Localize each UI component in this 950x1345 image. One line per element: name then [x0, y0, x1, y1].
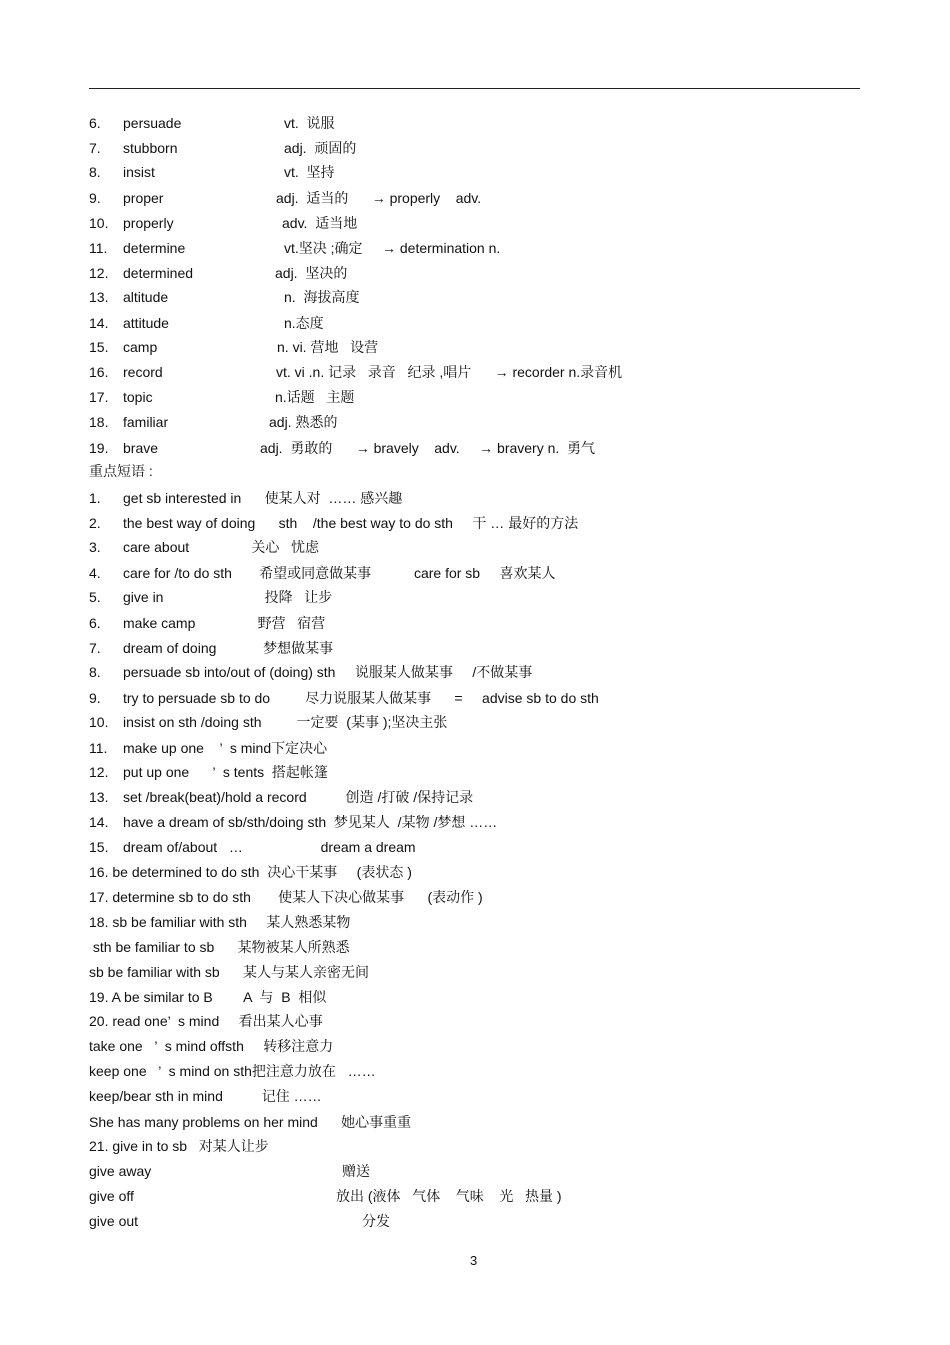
phrase-row	[0, 663, 950, 681]
page-number: 3	[470, 1253, 478, 1268]
vocab-word: persuade	[123, 115, 182, 131]
phrase-text: try to persuade sb to do 尽力说服某人做某事 = advise sb to do sth	[123, 690, 599, 706]
vocab-number: 14.	[89, 315, 109, 331]
vocab-number: 15.	[89, 339, 109, 355]
vocab-meaning: vt.坚决 ;确定 → determination n.	[284, 240, 501, 256]
phrase-number: 7.	[89, 640, 101, 656]
phrase-number: 14.	[89, 814, 109, 830]
vocab-number: 13.	[89, 289, 109, 305]
phrase-row	[0, 813, 950, 831]
vocab-meaning: adv. 适当地	[282, 215, 358, 231]
phrase-text: the best way of doing sth /the best way to do sth 干 … 最好的方法	[123, 515, 579, 531]
phrase-text: set /break(beat)/hold a record 创造 /打破 /保持记录	[123, 789, 474, 805]
vocab-word: brave	[123, 440, 159, 456]
vocab-meaning: n. 海拔高度	[284, 289, 360, 305]
phrase-number: 13.	[89, 789, 109, 805]
vocab-row	[0, 189, 950, 207]
vocab-meaning: n.态度	[284, 315, 324, 331]
phrase-line-text: take one ’ s mind offsth 转移注意力	[89, 1038, 334, 1054]
phrase-row	[0, 788, 950, 806]
phrase-text: persuade sb into/out of (doing) sth 说服某人做某事 /不做某事	[123, 664, 533, 680]
phrase-row	[0, 588, 950, 606]
phrase-line-text: sb be familiar with sb 某人与某人亲密无间	[89, 964, 370, 980]
give-meaning: 分发	[362, 1213, 390, 1229]
vocab-meaning: n.话题 主题	[275, 389, 355, 405]
phrase-line	[0, 1113, 950, 1131]
phrase-text: put up one ’ s tents 搭起帐篷	[123, 764, 328, 780]
phrase-text: dream of/about … dream a dream	[123, 839, 416, 855]
vocab-row	[0, 363, 950, 381]
phrase-row	[0, 689, 950, 707]
vocab-word: familiar	[123, 414, 169, 430]
phrase-row	[0, 538, 950, 556]
vocab-meaning: adj. 适当的 → properly adv.	[276, 190, 482, 206]
phrase-line	[0, 888, 950, 906]
phrase-number: 9.	[89, 690, 101, 706]
vocab-row	[0, 264, 950, 282]
give-phrase-row	[0, 1162, 950, 1180]
vocab-meaning: adj. 坚决的	[275, 265, 348, 281]
phrase-line	[0, 913, 950, 931]
phrase-line-text: keep one ’ s mind on sth把注意力放在 ……	[89, 1063, 376, 1079]
phrase-line-text: 19. A be similar to B A 与 B 相似	[89, 989, 327, 1005]
vocab-meaning: vt. 说服	[284, 115, 335, 131]
vocab-row	[0, 439, 950, 457]
give-phrase: give away	[89, 1163, 152, 1179]
phrase-row	[0, 838, 950, 856]
vocab-row	[0, 163, 950, 181]
phrase-line	[0, 963, 950, 981]
give-phrase-row	[0, 1212, 950, 1230]
vocab-number: 8.	[89, 164, 101, 180]
vocab-number: 11.	[89, 240, 108, 256]
vocab-word: record	[123, 364, 163, 380]
phrase-number: 5.	[89, 589, 101, 605]
phrases-heading	[0, 462, 950, 480]
vocab-meaning: vt. vi .n. 记录 录音 纪录 ,唱片 → recorder n.录音机	[276, 364, 623, 380]
phrase-line-text: 21. give in to sb 对某人让步	[89, 1138, 269, 1154]
phrase-line	[0, 1012, 950, 1030]
phrase-line	[0, 1037, 950, 1055]
phrase-number: 1.	[89, 490, 101, 506]
phrase-line	[0, 938, 950, 956]
vocab-meaning: n. vi. 营地 设营	[277, 339, 379, 355]
vocab-word: determine	[123, 240, 186, 256]
vocab-number: 16.	[89, 364, 109, 380]
vocab-word: proper	[123, 190, 164, 206]
vocab-word: determined	[123, 265, 194, 281]
phrase-line-text: 20. read one’ s mind 看出某人心事	[89, 1013, 323, 1029]
vocab-row	[0, 413, 950, 431]
vocab-meaning: adj. 顽固的	[284, 140, 357, 156]
phrase-line	[0, 1062, 950, 1080]
vocab-word: insist	[123, 164, 155, 180]
vocab-word: attitude	[123, 315, 169, 331]
vocab-row	[0, 239, 950, 257]
give-meaning: 放出 (液体 气体 气味 光 热量 )	[336, 1188, 562, 1204]
give-phrase: give off	[89, 1188, 134, 1204]
phrase-line-text: 17. determine sb to do sth 使某人下决心做某事 (表动作 )	[89, 889, 483, 905]
give-phrase: give out	[89, 1213, 139, 1229]
phrase-number: 8.	[89, 664, 101, 680]
vocab-word: properly	[123, 215, 174, 231]
phrase-text: give in 投降 让步	[123, 589, 333, 605]
vocab-word: altitude	[123, 289, 169, 305]
phrase-line	[0, 1087, 950, 1105]
vocab-number: 12.	[89, 265, 109, 281]
phrase-text: make up one ’ s mind下定决心	[123, 740, 328, 756]
vocab-number: 18.	[89, 414, 109, 430]
vocab-number: 17.	[89, 389, 109, 405]
phrase-text: make camp 野营 宿营	[123, 615, 326, 631]
vocab-row	[0, 338, 950, 356]
phrase-row	[0, 489, 950, 507]
phrase-number: 10.	[89, 714, 109, 730]
vocab-number: 6.	[89, 115, 101, 131]
phrase-row	[0, 763, 950, 781]
give-meaning: 赠送	[342, 1163, 370, 1179]
vocab-number: 19.	[89, 440, 109, 456]
phrase-line-text: 18. sb be familiar with sth 某人熟悉某物	[89, 914, 351, 930]
vocab-number: 9.	[89, 190, 101, 206]
vocab-word: camp	[123, 339, 158, 355]
vocab-row	[0, 388, 950, 406]
phrase-number: 12.	[89, 764, 109, 780]
vocab-number: 7.	[89, 140, 101, 156]
phrase-line	[0, 863, 950, 881]
phrase-text: dream of doing 梦想做某事	[123, 640, 334, 656]
phrase-line-text: sth be familiar to sb 某物被某人所熟悉	[89, 939, 350, 955]
vocab-row	[0, 114, 950, 132]
vocab-meaning: vt. 坚持	[284, 164, 335, 180]
vocab-row	[0, 314, 950, 332]
phrase-text: have a dream of sb/sth/doing sth 梦见某人 /某物 /梦想 ……	[123, 814, 498, 830]
phrase-row	[0, 713, 950, 731]
phrase-number: 6.	[89, 615, 101, 631]
vocab-row	[0, 139, 950, 157]
vocab-meaning: adj. 勇敢的 → bravely adv. → bravery n. 勇气	[260, 440, 596, 456]
phrase-line-text: 16. be determined to do sth 决心干某事 (表状态 )	[89, 864, 412, 880]
vocab-word: topic	[123, 389, 153, 405]
phrase-number: 15.	[89, 839, 109, 855]
heading-text: 重点短语 :	[89, 463, 153, 479]
vocab-row	[0, 214, 950, 232]
phrase-number: 3.	[89, 539, 101, 555]
phrase-text: insist on sth /doing sth 一定要 (某事 );坚决主张	[123, 714, 448, 730]
phrase-line	[0, 1137, 950, 1155]
phrase-row	[0, 514, 950, 532]
phrase-line-text: keep/bear sth in mind 记住 ……	[89, 1088, 322, 1104]
phrase-row	[0, 739, 950, 757]
phrase-text: care for /to do sth 希望或同意做某事 care for sb 喜欢某人	[123, 565, 556, 581]
phrase-number: 2.	[89, 515, 101, 531]
header-rule	[89, 88, 860, 89]
vocab-row	[0, 288, 950, 306]
phrase-number: 4.	[89, 565, 101, 581]
phrase-row	[0, 614, 950, 632]
phrase-text: get sb interested in 使某人对 …… 感兴趣	[123, 490, 403, 506]
vocab-word: stubborn	[123, 140, 178, 156]
phrase-number: 11.	[89, 740, 108, 756]
phrase-text: care about 关心 忧虑	[123, 539, 320, 555]
phrase-row	[0, 639, 950, 657]
vocab-number: 10.	[89, 215, 109, 231]
give-phrase-row	[0, 1187, 950, 1205]
vocab-meaning: adj. 熟悉的	[269, 414, 338, 430]
phrase-row	[0, 564, 950, 582]
phrase-line-text: She has many problems on her mind 她心事重重	[89, 1114, 412, 1130]
phrase-line	[0, 988, 950, 1006]
